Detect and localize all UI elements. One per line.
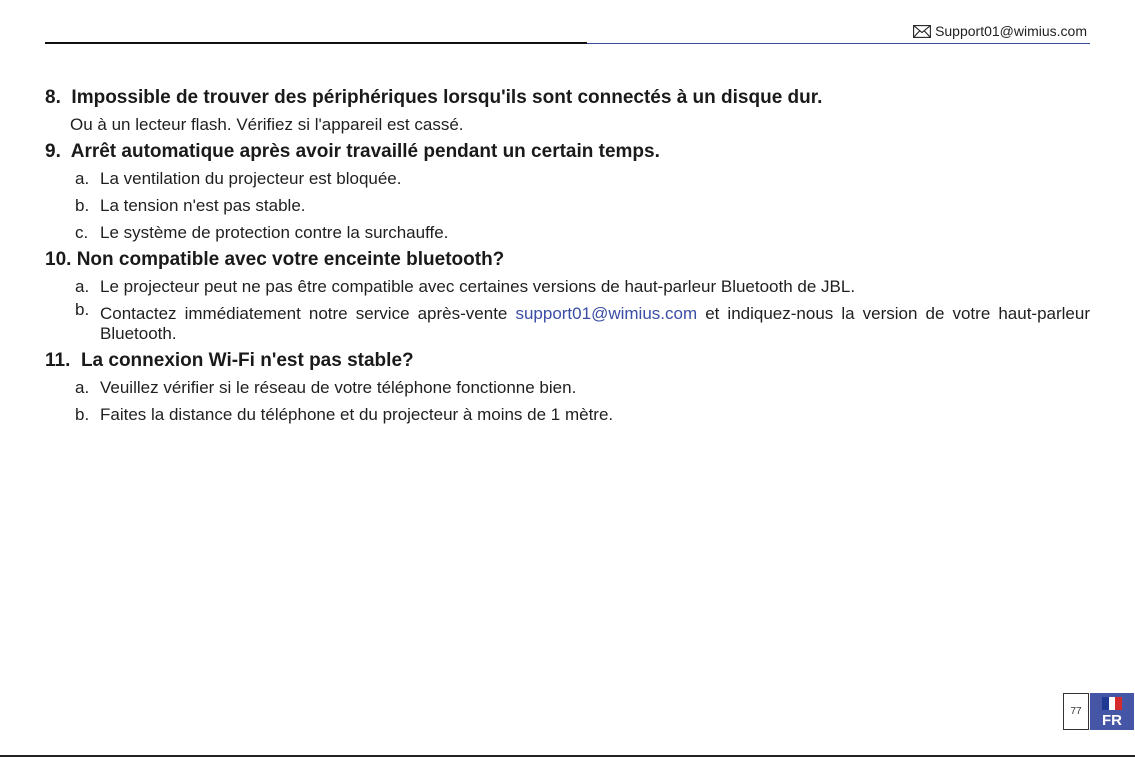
list-item: [45, 165, 1090, 192]
item-letter: b.: [75, 300, 90, 319]
flag-stripe-blue: [1102, 697, 1109, 710]
mail-icon: [913, 25, 931, 38]
item-text: Le système de protection contre la surchauffe.: [100, 223, 449, 242]
question-title: Impossible de trouver des périphériques lorsqu'ils sont connectés à un disque dur.: [71, 87, 823, 108]
page-number: 77: [1070, 706, 1082, 717]
item-letter: a.: [75, 277, 90, 296]
item-letter: b.: [75, 405, 90, 424]
question-8: [45, 84, 1090, 111]
list-item: [45, 374, 1090, 401]
question-title: Non compatible avec votre enceinte bluetooth?: [76, 249, 505, 270]
language-badge: [1090, 693, 1134, 730]
language-label: FR: [1102, 712, 1122, 729]
question-number: 9.: [45, 141, 61, 162]
header-rule-dark: [45, 42, 587, 44]
item-text-before: Contactez immédiatement notre service après-vente: [100, 304, 508, 323]
question-number: 10.: [45, 249, 72, 270]
question-title: La connexion Wi-Fi n'est pas stable?: [80, 350, 414, 371]
list-item: [45, 219, 1090, 246]
question-title: Arrêt automatique après avoir travaillé pendant un certain temps.: [70, 141, 660, 162]
item-text: La ventilation du projecteur est bloquée.: [100, 169, 402, 188]
question-11: [45, 347, 1090, 374]
question-10: [45, 246, 1090, 273]
list-item: [45, 401, 1090, 428]
list-item: [45, 273, 1090, 300]
support-email-link[interactable]: support01@wimius.com: [515, 304, 698, 323]
flag-stripe-red: [1115, 697, 1122, 710]
flag-stripe-white: [1109, 697, 1116, 710]
question-number: 11.: [45, 350, 71, 371]
list-item: [45, 300, 1090, 347]
item-text-after: et indiquez-nous la version de votre haut-parleur Bluetooth.: [100, 304, 1090, 343]
item-text: Le projecteur peut ne pas être compatible avec certaines versions de haut-parleur Bluetooth de JBL.: [100, 277, 856, 296]
item-letter: a.: [75, 378, 90, 397]
list-item: [45, 192, 1090, 219]
faq-content: [45, 84, 1090, 428]
header-rule-blue: [587, 43, 1090, 44]
item-letter: b.: [75, 196, 90, 215]
item-letter: c.: [75, 223, 89, 242]
page-number-box: [1063, 693, 1089, 730]
item-text: Faites la distance du téléphone et du projecteur à moins de 1 mètre.: [100, 405, 614, 424]
item-letter: a.: [75, 169, 90, 188]
question-9: [45, 138, 1090, 165]
france-flag-icon: [1102, 697, 1122, 710]
header-email: [913, 23, 1087, 39]
answer-8-text: Ou à un lecteur flash. Vérifiez si l'appareil est cassé.: [70, 115, 464, 134]
item-text: La tension n'est pas stable.: [100, 196, 306, 215]
item-text: [100, 300, 1090, 347]
question-number: 8.: [45, 87, 61, 108]
header-email-text[interactable]: Support01@wimius.com: [935, 23, 1087, 39]
item-text: Veuillez vérifier si le réseau de votre téléphone fonctionne bien.: [100, 378, 577, 397]
